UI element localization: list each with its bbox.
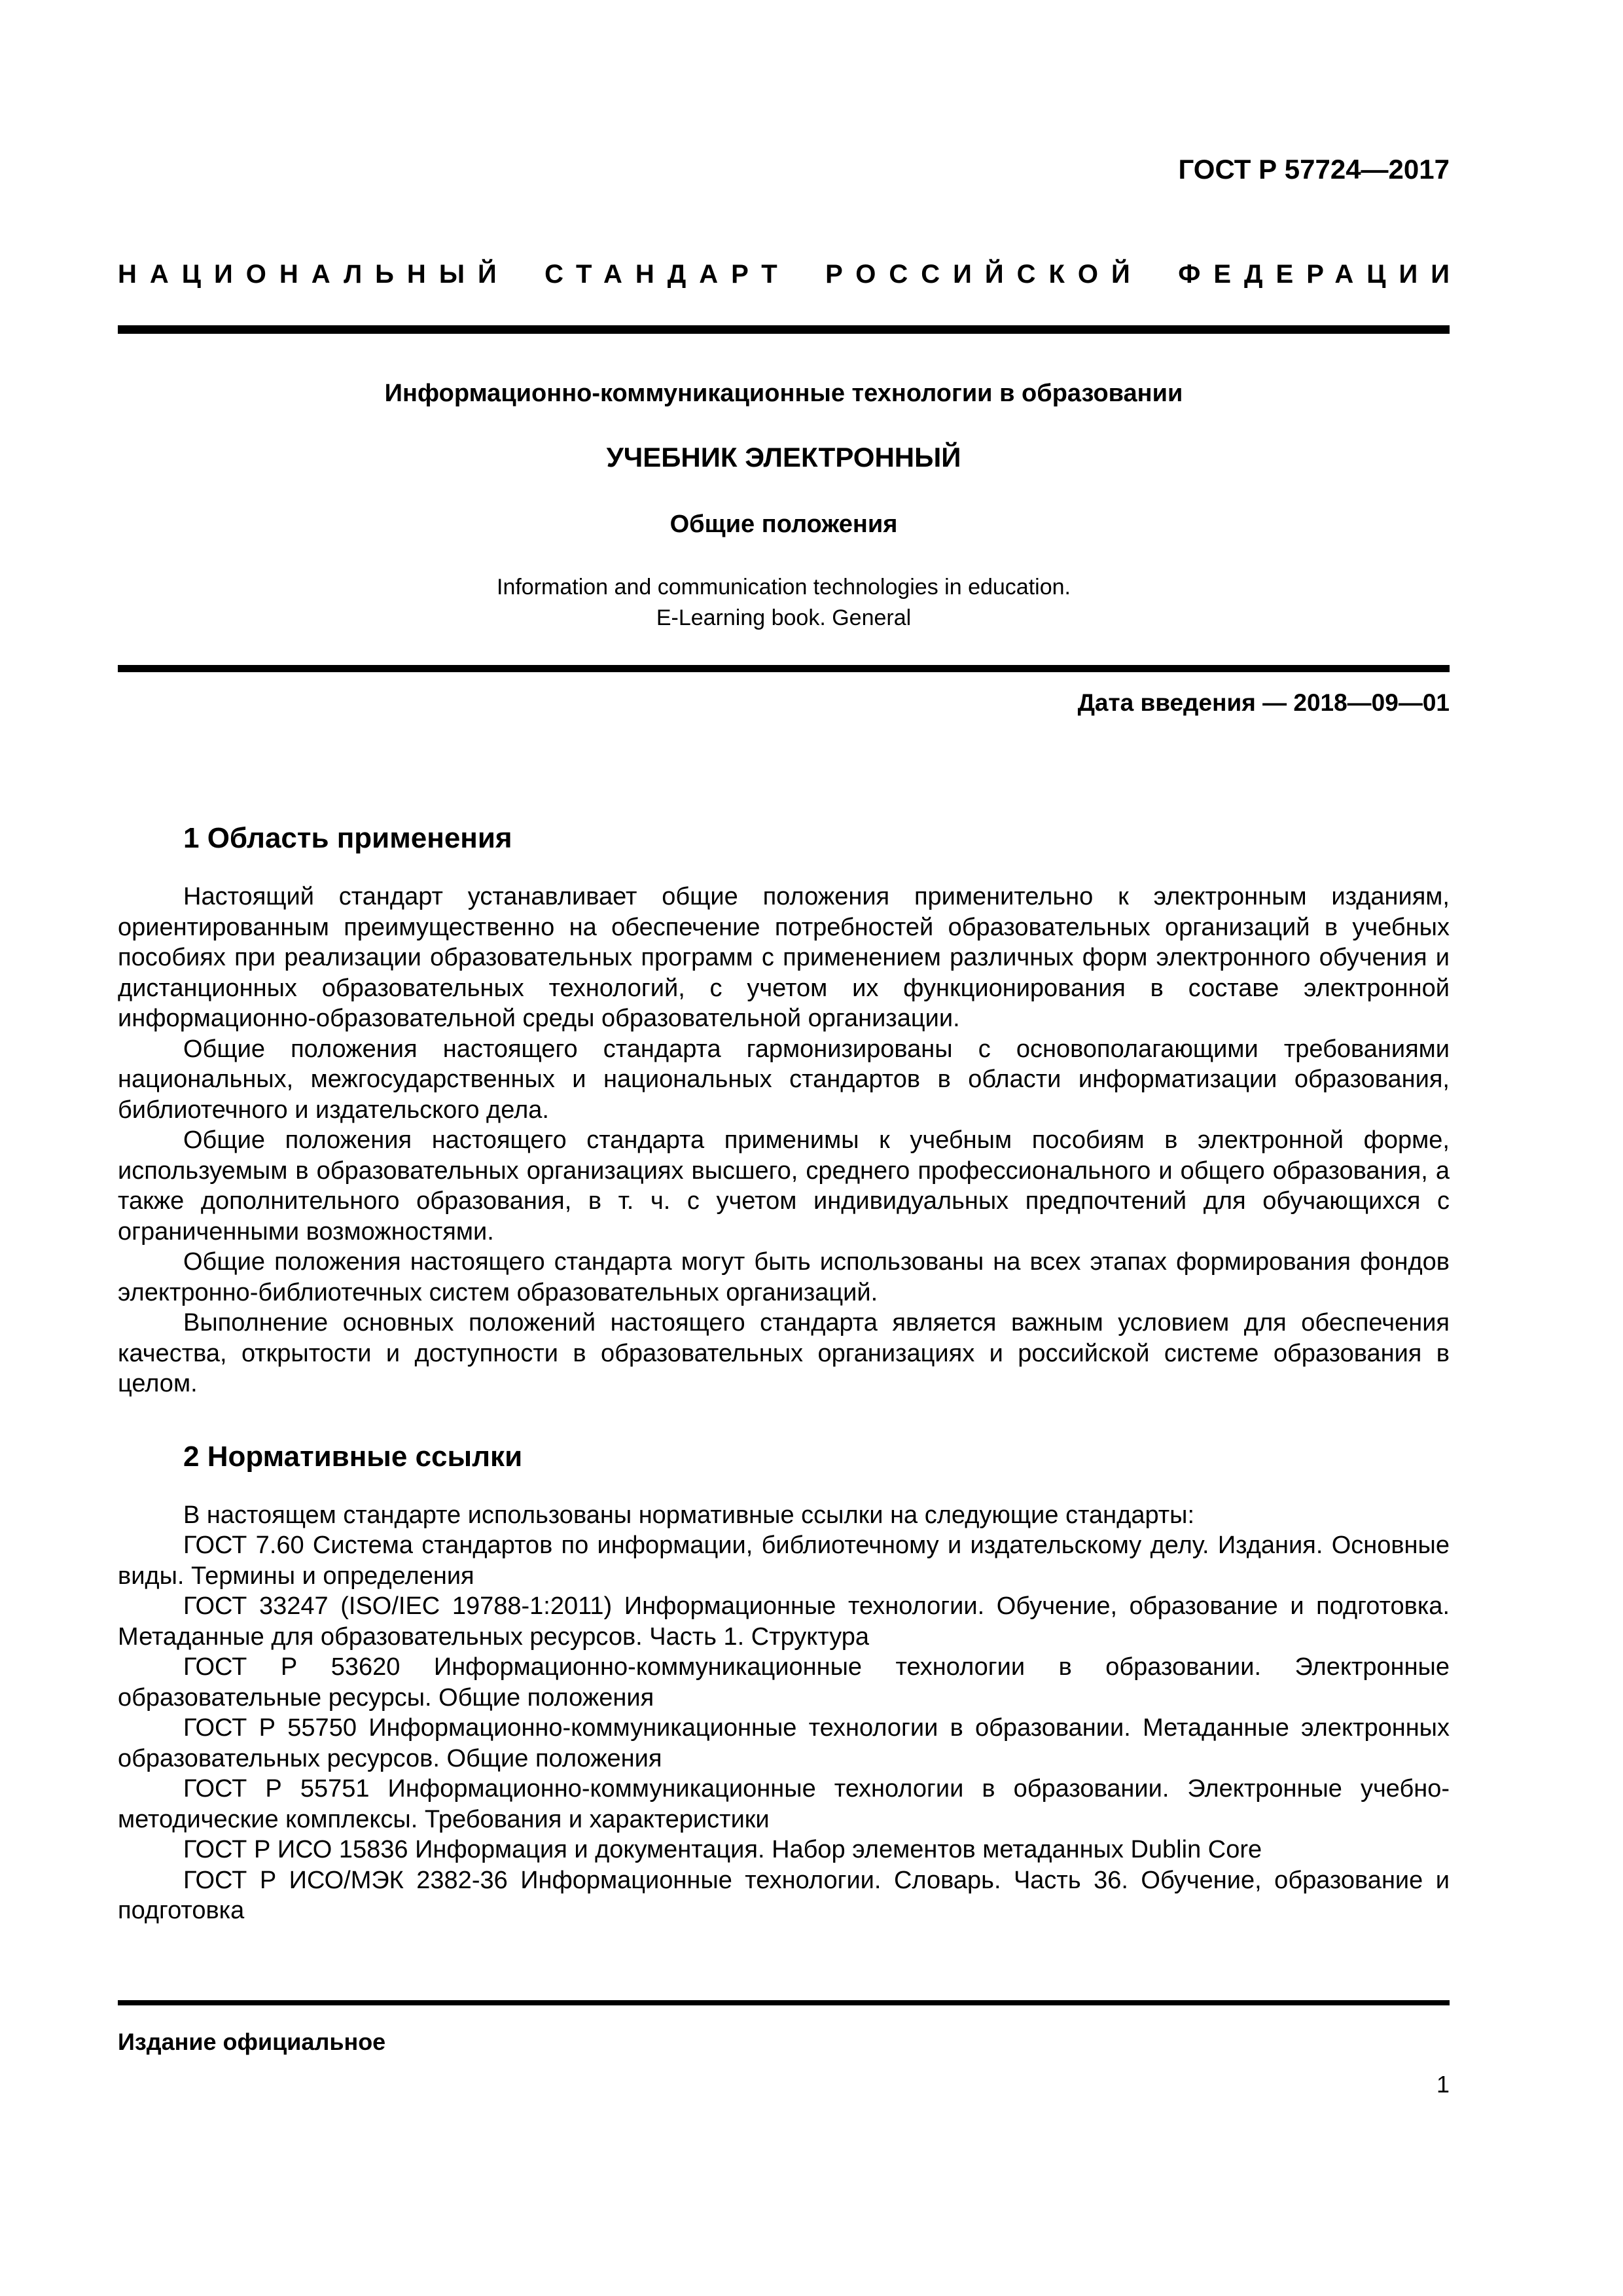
paragraph: ГОСТ 33247 (ISO/IEC 19788-1:2011) Информационные технологии. Обучение, образование и подготовка. Метаданные для образовательных ресурсов. Часть 1. Структура: [118, 1592, 1450, 1651]
page-number: 1: [1436, 2071, 1450, 2098]
paragraph: В настоящем стандарте использованы нормативные ссылки на следующие стандарты:: [183, 1501, 1195, 1529]
paragraph: Общие положения настоящего стандарта применимы к учебным пособиям в электронной форме, используемым в образовательных организациях высшего, среднего профессионального и общего образования, а также дополнительного образования, в т. ч. с учетом индивидуальных предпочтений для обучающихся с ограниченными возможностями.: [118, 1126, 1450, 1246]
paragraph: ГОСТ Р 55750 Информационно-коммуникационные технологии в образовании. Метаданные электронных образовательных ресурсов. Общие положения: [118, 1714, 1450, 1772]
paragraph: ГОСТ Р ИСО/МЭК 2382-36 Информационные технологии. Словарь. Часть 36. Обучение, образование и подготовка: [118, 1866, 1450, 1924]
paragraph: Общие положения настоящего стандарта гармонизированы с основополагающими требованиями национальных, межгосударственных и национальных стандартов в области информатизации образования, библиотечного и издательского дела.: [118, 1035, 1450, 1124]
content-column: [118, 0, 1463, 1926]
english-title-line1: Information and communication technologies in education.: [497, 575, 1071, 600]
english-title: [118, 572, 1450, 634]
section-normative-references-body: [118, 1500, 1450, 1926]
section-scope-body: [118, 882, 1450, 1399]
english-title-line2: E-Learning book. General: [656, 605, 912, 630]
national-standard-word: ФЕДЕРАЦИИ: [1178, 260, 1463, 289]
header-divider: [118, 325, 1450, 334]
paragraph: ГОСТ 7.60 Система стандартов по информации, библиотечному и издательскому делу. Издания. Основные виды. Термины и определения: [118, 1532, 1450, 1590]
subject-title: Информационно-коммуникационные технологии в образовании: [384, 380, 1183, 407]
sub-title: Общие положения: [669, 511, 898, 538]
main-title: УЧЕБНИК ЭЛЕКТРОННЫЙ: [606, 442, 961, 473]
official-edition-label: Издание официальное: [118, 2028, 386, 2055]
paragraph: ГОСТ Р ИСО 15836 Информация и документация. Набор элементов метаданных Dublin Core: [183, 1836, 1262, 1863]
doc-code: ГОСТ Р 57724—2017: [1178, 154, 1450, 185]
national-standard-word: РОССИЙСКОЙ: [825, 260, 1143, 289]
footer-divider: [118, 2000, 1450, 2005]
section-heading-normative-references: 2 Нормативные ссылки: [183, 1440, 523, 1473]
title-divider: [118, 665, 1450, 672]
paragraph: ГОСТ Р 53620 Информационно-коммуникационные технологии в образовании. Электронные образовательные ресурсы. Общие положения: [118, 1653, 1450, 1712]
national-standard-heading: [118, 259, 1463, 290]
effective-date: Дата введения — 2018—09—01: [1077, 689, 1450, 716]
national-standard-word: СТАНДАРТ: [544, 260, 791, 289]
paragraph: Выполнение основных положений настоящего стандарта является важным условием для обеспечения качества, открытости и доступности в образовательных организациях и российской системе образования в целом.: [118, 1309, 1450, 1397]
section-heading-scope: 1 Область применения: [183, 822, 512, 854]
paragraph: Общие положения настоящего стандарта могут быть использованы на всех этапах формирования фондов электронно-библиотечных систем образовательных организаций.: [118, 1248, 1450, 1306]
paragraph: Настоящий стандарт устанавливает общие положения применительно к электронным изданиям, ориентированным преимущественно на обеспечение потребностей образовательных организаций в учебных пособиях при реализации образовательных программ с применением различных форм электронного обучения и дистанционных образовательных технологий, с учетом их функционирования в составе электронной информационно-образовательной среды образовательной организации.: [118, 883, 1450, 1032]
paragraph: ГОСТ Р 55751 Информационно-коммуникационные технологии в образовании. Электронные учебно-методические комплексы. Требования и характеристики: [118, 1775, 1450, 1833]
national-standard-word: НАЦИОНАЛЬНЫЙ: [118, 260, 510, 289]
